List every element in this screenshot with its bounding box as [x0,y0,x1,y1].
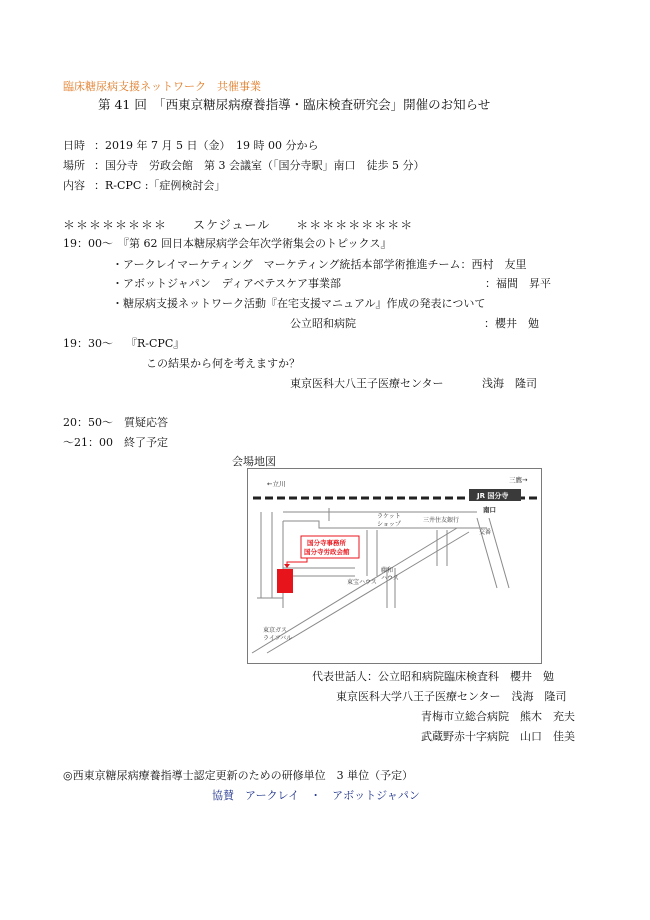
map-title: 会場地図 [232,455,276,468]
item1-sub3-org: 公立昭和病院 [290,317,356,330]
item1-sub3-person: ：櫻井 勉 [484,317,539,330]
item2-desc: この結果から何を考えますか？ [146,357,300,370]
bank-label: 三井住友銀行 [423,517,460,524]
venue-name-1: 国分寺事務所 [307,539,346,547]
item4-end: ～21：00 終了予定 [63,436,168,449]
toho-house-label: 東宝ハウス [347,579,377,586]
item3-qa: 20：50～ 質疑応答 [63,416,168,429]
rocket-shop-2: ショップ [377,521,401,528]
fujiwa-label-1: 藤和 [381,567,394,574]
organizer-line-4: 武蔵野赤十字病院 山口 佳美 [421,730,575,743]
gas-label-1: 東京ガス [263,627,288,634]
content-label: 内容 [63,179,85,192]
page-title: 第 41 回 「西東京糖尿病療養指導・臨床検査研究会」開催のお知らせ [98,97,491,112]
item1-time: 19：00～ [63,237,113,250]
item1-sub2-person: ：福間 昇平 [485,277,551,290]
item2-org: 東京医科大八王子医療センター [290,377,444,390]
credit-line: ◎西東京糖尿病療養指導士認定更新のための研修単位 3 単位（予定） [63,769,414,782]
item2-person: 浅海 隆司 [482,377,537,390]
south-exit-label: 南口 [483,506,496,514]
item1-sub2: ・アボットジャパン ディアベテスケア事業部 [112,277,342,290]
venue-building [277,569,293,593]
content-value: ：R-CPC :「症例検討会」 [94,179,226,192]
organizer-line: 臨床糖尿病支援ネットワーク 共催事業 [63,80,261,93]
fujiwa-label-2: ハウス [381,575,399,582]
item2-time: 19：30～ [63,337,113,350]
organizer-line-3: 青梅市立総合病院 熊木 充夫 [421,710,575,723]
station-label: JR 国分寺 [477,492,509,500]
item1-title: 『第 62 回日本糖尿病学会年次学術集会のトピックス』 [118,237,392,250]
date-value: ：2019 年 7 月 5 日（金） 19 時 00 分から [94,139,319,152]
map-left-arrow: ←立川 [267,480,286,488]
organizer-line-1: 代表世話人：公立昭和病院臨床検査科 櫻井 勉 [312,670,554,683]
venue-map [247,468,542,664]
venue-name-2: 国分寺労政会館 [304,548,350,556]
date-label: 日時 [63,139,85,152]
rocket-shop-1: ラケット [377,513,401,520]
place-label: 場所 [63,159,85,172]
item1-sub1: ・アークレイマーケティング マーケティング統括本部学術推進チーム：西村 友里 [112,258,527,271]
gas-label-2: ライフバル [263,635,293,642]
map-right-arrow: 三鷹→ [509,476,528,484]
sponsor-line: 協賛 アークレイ ・ アボットジャパン [212,789,420,802]
organizer-line-2: 東京医科大学八王子医療センター 浅海 隆司 [336,690,567,703]
place-value: ：国分寺 労政会館 第 3 会議室（「国分寺駅」南口 徒歩 5 分） [94,159,425,172]
item2-title: 『R-CPC』 [126,337,185,350]
koban-label: 交番 [479,529,492,536]
schedule-heading: ＊＊＊＊＊＊＊＊ スケジュール ＊＊＊＊＊＊＊＊＊ [63,218,414,232]
item1-sub3: ・糖尿病支援ネットワーク活動『在宅支援マニュアル』作成の発表について [112,297,486,310]
